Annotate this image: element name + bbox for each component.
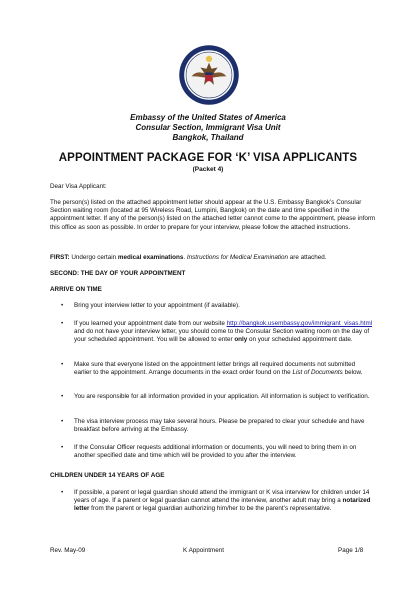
bullet-3-post: below. [342, 369, 363, 377]
bullet-3 [74, 361, 374, 377]
footer-revision: Rev. May-09 [50, 547, 86, 554]
website-link[interactable]: http://bangkok.usembassy.gov/immigrant_visas.html [226, 320, 373, 327]
first-text-post: are attached. [288, 254, 327, 261]
children-bold: notarized letter [74, 497, 371, 513]
bullet-marker: • [61, 302, 64, 309]
bullet-3-pre: Make sure that everyone listed on the appointment letter brings all required documents not submitted earlier to the appointment. Arrange documents in the exact order found on the [74, 361, 356, 377]
bullet-4: You are responsible for all information provided in your application. All information is subject to verification. [74, 393, 370, 400]
bullet-marker: • [61, 489, 64, 496]
footer-page-number: Page 1/8 [338, 547, 364, 554]
bullet-marker: • [61, 393, 64, 400]
intro-paragraph: The person(s) listed on the attached appointment letter should appear at the U.S. Embassy Bangkok’s Consular Section waiting room (located at 95 Wireless Road, Lumpini, Bangkok) on the date and time specified in the appointment letter. If any of the person(s) listed on the attached letter cannot come to the appointment, please inform this office as soon as possible. In order to prepare for your interview, please follow the attached instructions. [50, 199, 376, 231]
header-line-1: Embassy of the United States of America [130, 113, 286, 122]
bullet-5: The visa interview process may take several hours. Please be prepared to clear your schedule and have breakfast before arriving at the Embassy. [74, 418, 365, 434]
first-italic: Instructions for Medical Examination [186, 254, 289, 261]
header-line-3: Bangkok, Thailand [172, 133, 244, 142]
first-bold: medical examinations [117, 254, 184, 261]
salutation: Dear Visa Applicant: [50, 183, 107, 190]
bullet-1: Bring your interview letter to your appointment (if available). [74, 302, 240, 309]
children-heading: CHILDREN UNDER 14 YEARS OF AGE [50, 472, 165, 479]
bullet-2 [74, 320, 374, 345]
first-paragraph [50, 254, 376, 262]
bullet-marker: • [61, 320, 64, 327]
us-embassy-seal-icon [178, 44, 240, 106]
children-pre: If possible, a parent or legal guardian should attend the immigrant or K visa interview for children under 14 years of age. If a parent or legal guardian cannot attend the interview, another adult may bring a [74, 489, 370, 505]
footer-title: K Appointment [183, 547, 224, 554]
second-heading: SECOND: THE DAY OF YOUR APPOINTMENT [50, 270, 186, 277]
first-text-mid: . [183, 254, 187, 261]
bullet-2-bold: only [234, 336, 248, 344]
bullet-6: If the Consular Officer requests additional information or documents, you will need to bring them in on another specified date and time which will be provided to you after the interview. [74, 444, 357, 460]
children-paragraph [74, 489, 374, 514]
bullet-2-post: on your scheduled appointment date. [247, 336, 353, 344]
bullet-3-italic: List of Documents [292, 369, 343, 377]
bullet-marker: • [61, 361, 64, 368]
arrive-heading: ARRIVE ON TIME [50, 286, 102, 293]
children-post: from the parent or legal guardian authorizing him/her to be the parent’s representative. [89, 505, 332, 513]
first-text-pre: Undergo certain [69, 254, 118, 261]
bullet-2-pre: If you learned your appointment date from our website [74, 320, 227, 327]
header-line-2: Consular Section, Immigrant Visa Unit [135, 123, 281, 132]
first-label: FIRST: [50, 254, 70, 261]
embassy-header [0, 113, 416, 143]
bullet-marker: • [61, 418, 64, 425]
document-title: APPOINTMENT PACKAGE FOR ‘K’ VISA APPLICANTS [58, 152, 358, 164]
bullet-2-mid: and do not have your interview letter, you should come to the Consular Section waiting room on the day of your scheduled appointment. You will be allowed to enter [74, 328, 370, 344]
bullet-marker: • [61, 444, 64, 451]
document-subtitle: (Packet 4) [192, 166, 224, 173]
